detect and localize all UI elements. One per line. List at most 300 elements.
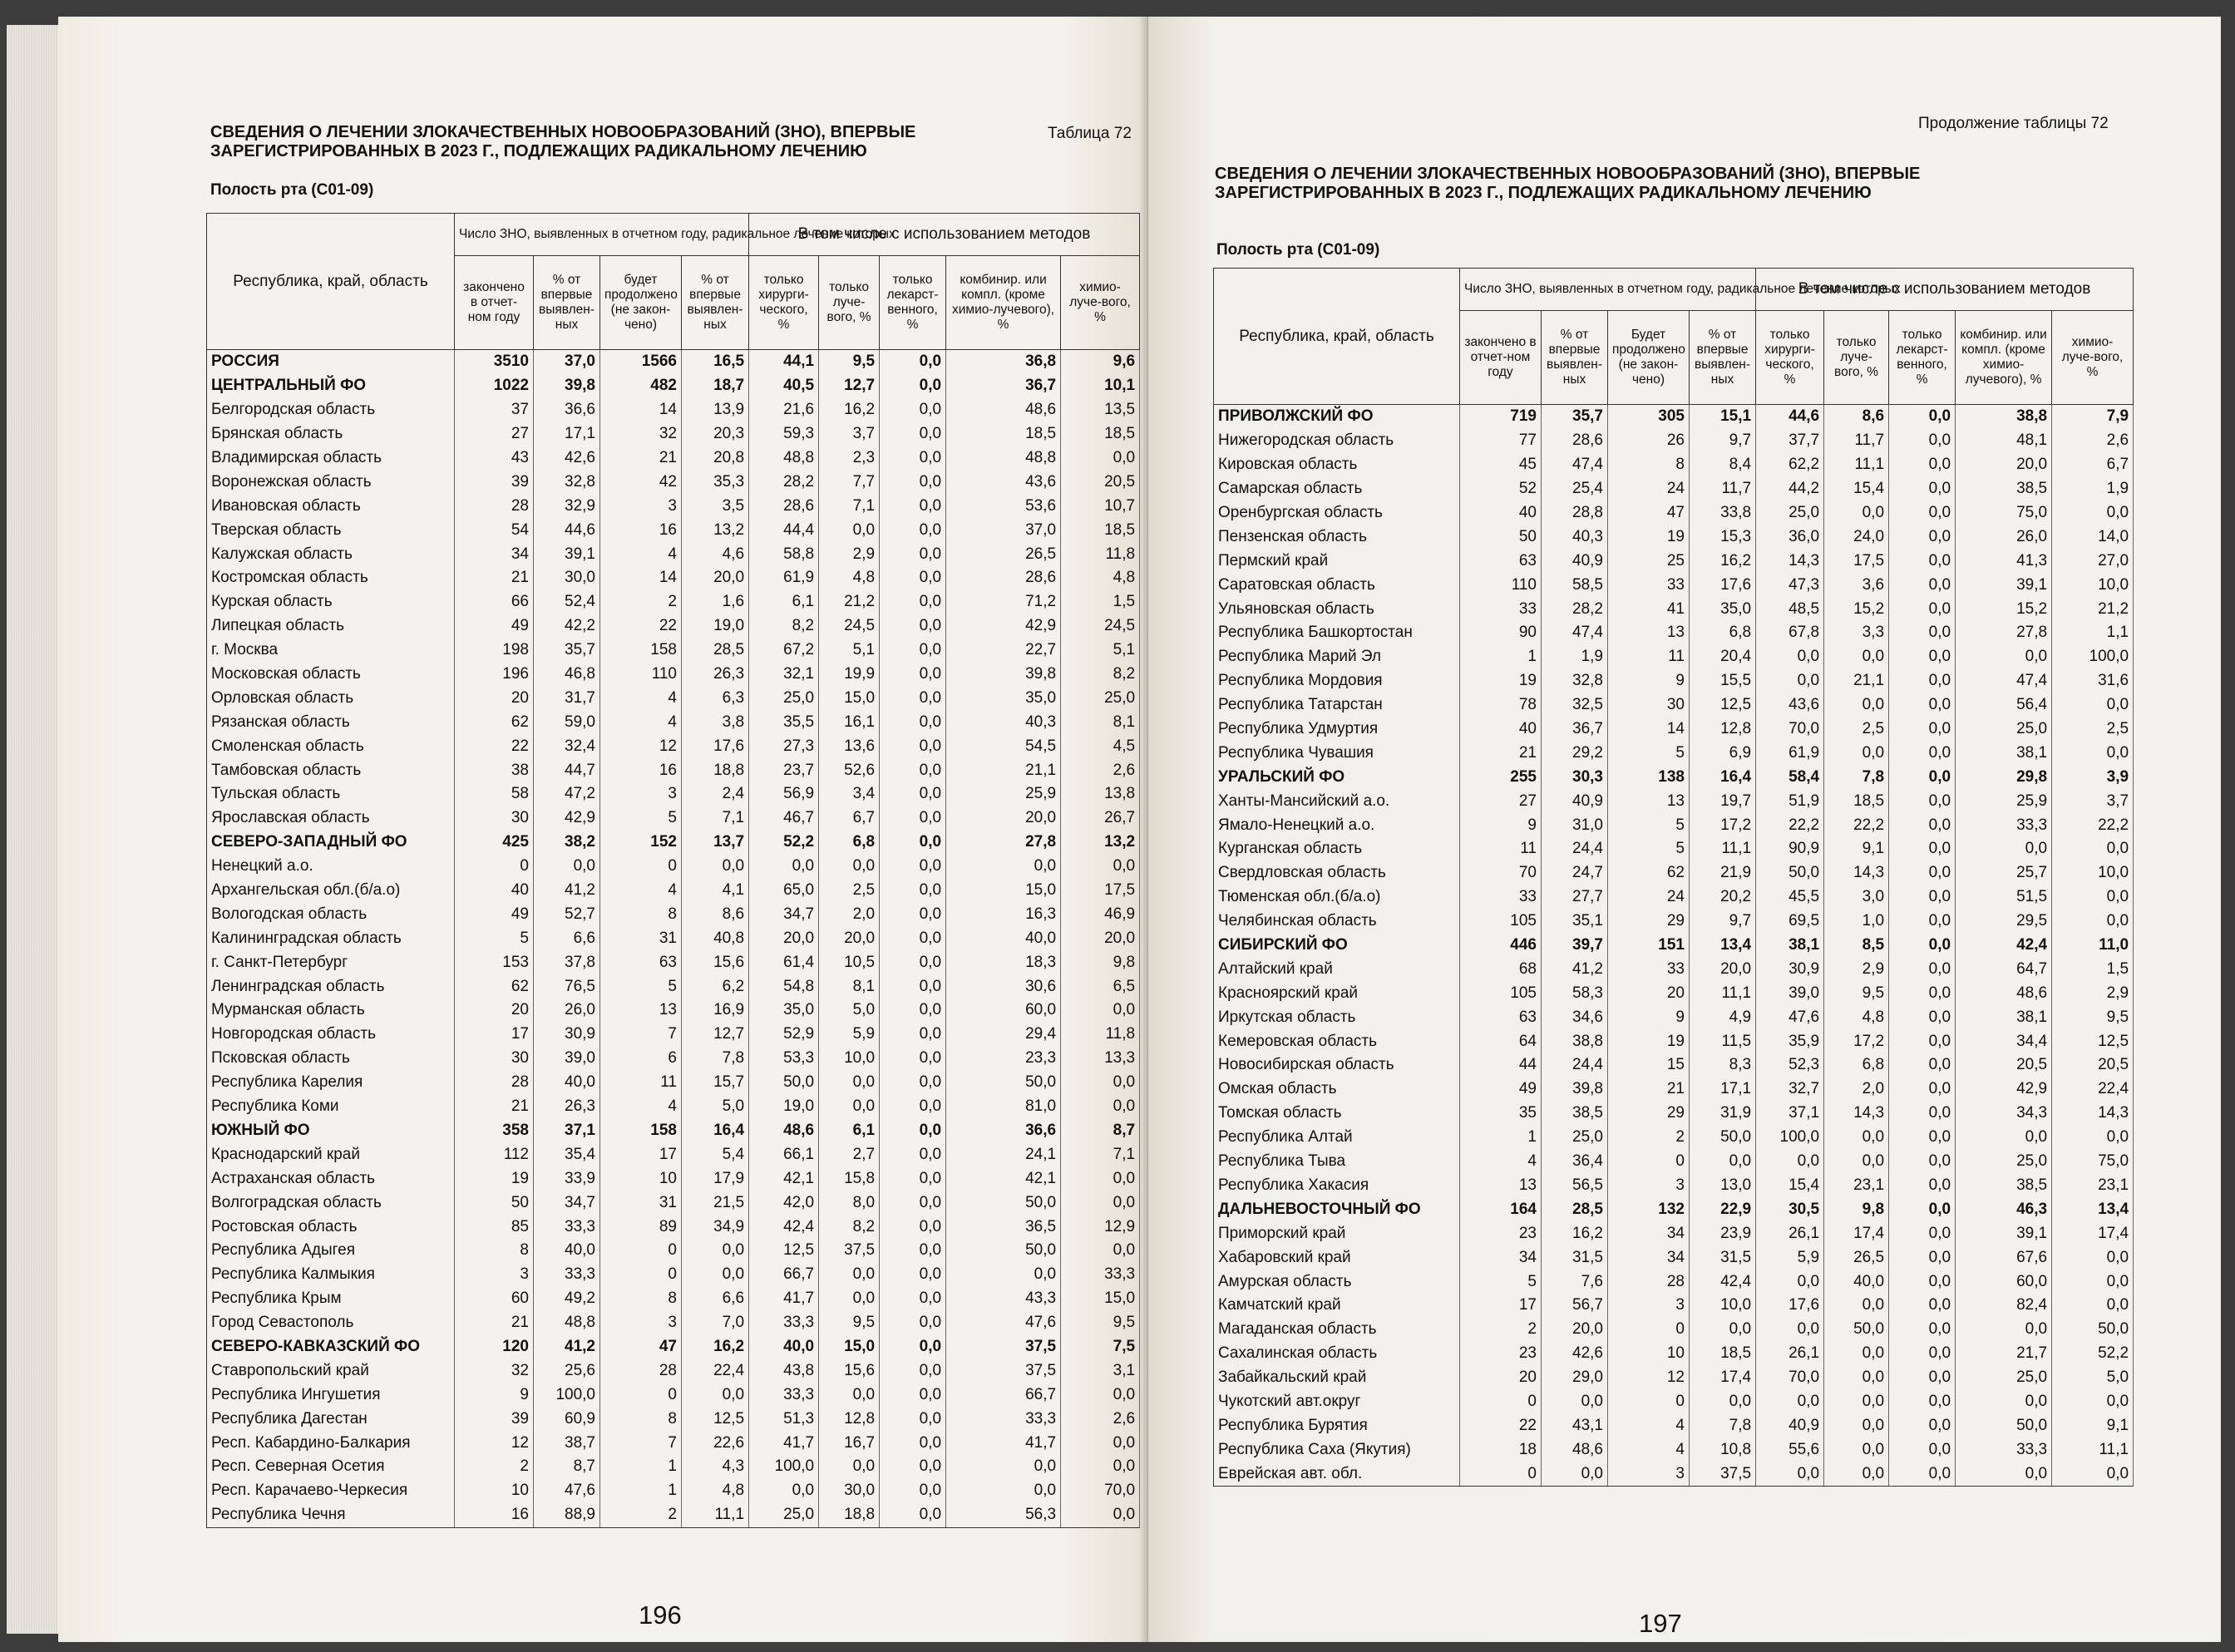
table-cell: 21,1 — [1824, 669, 1889, 693]
table-cell: 33,3 — [534, 1263, 600, 1287]
table-row — [207, 398, 1140, 422]
region-name: Республика Калмыкия — [207, 1263, 455, 1287]
table-cell: 60 — [455, 1287, 534, 1311]
table-cell: 20,0 — [1690, 957, 1756, 981]
table-cell: 0,0 — [946, 855, 1061, 879]
table-cell: 50,0 — [946, 1191, 1061, 1215]
table-cell: 30,6 — [946, 974, 1061, 999]
table-cell: 0,0 — [946, 1455, 1061, 1479]
table-cell: 61,9 — [749, 566, 819, 590]
column-header: только хирурги-ческого, % — [749, 256, 819, 350]
table-cell: 0,0 — [1956, 1318, 2052, 1342]
table-cell: 16,5 — [682, 350, 749, 374]
table-cell: 0,0 — [1956, 1462, 2052, 1486]
table-cell: 1 — [600, 1479, 682, 1503]
table-cell: 3,3 — [1824, 621, 1889, 645]
table-row — [207, 566, 1140, 590]
region-name: Приморский край — [1214, 1221, 1460, 1245]
region-name: Республика Коми — [207, 1095, 455, 1119]
table-cell: 46,9 — [1061, 902, 1140, 926]
table-cell: 21,2 — [819, 590, 880, 614]
left-page-number: 196 — [639, 1600, 682, 1630]
table-cell: 67,8 — [1756, 621, 1824, 645]
table-cell: 4,5 — [1061, 734, 1140, 758]
table-row — [1214, 477, 2134, 501]
table-cell: 0,0 — [880, 1359, 946, 1383]
table-cell: 6,8 — [819, 831, 880, 855]
table-cell: 7,8 — [1824, 765, 1889, 789]
table-row — [1214, 645, 2134, 669]
table-row — [1214, 693, 2134, 718]
region-name: Город Севастополь — [207, 1311, 455, 1335]
table-cell: 0,0 — [880, 470, 946, 494]
table-cell: 45,5 — [1756, 885, 1824, 910]
table-cell: 110 — [600, 663, 682, 687]
table-cell: 27 — [455, 422, 534, 446]
table-cell: 36,7 — [946, 374, 1061, 398]
table-cell: 0,0 — [1889, 1462, 1956, 1486]
table-cell: 28,2 — [749, 470, 819, 494]
region-name: Белгородская область — [207, 398, 455, 422]
column-header: будет продолжено (не закон-чено) — [600, 256, 682, 350]
table-cell: 42,0 — [749, 1191, 819, 1215]
table-cell: 3 — [600, 494, 682, 518]
table-cell: 9 — [1460, 813, 1542, 837]
table-cell: 0,0 — [1889, 813, 1956, 837]
table-cell: 37,5 — [946, 1335, 1061, 1359]
table-cell: 62 — [1608, 861, 1690, 885]
table-cell: 25,0 — [1061, 686, 1140, 710]
table-row — [1214, 1437, 2134, 1462]
table-cell: 39 — [455, 1407, 534, 1431]
table-cell: 39,1 — [1956, 573, 2052, 597]
table-cell: 2,0 — [819, 902, 880, 926]
table-cell: 15,7 — [682, 1071, 749, 1095]
table-row — [207, 999, 1140, 1023]
table-cell: 21,2 — [2052, 597, 2134, 621]
table-cell: 50 — [1460, 525, 1542, 549]
table-cell: 38,5 — [1956, 1174, 2052, 1198]
column-header: только лекарст-венного, % — [1889, 311, 1956, 405]
table-cell: 33,3 — [749, 1311, 819, 1335]
table-cell: 58 — [455, 782, 534, 806]
table-cell: 47 — [600, 1335, 682, 1359]
table-cell: 41 — [1608, 597, 1690, 621]
table-cell: 30,3 — [1542, 765, 1608, 789]
table-cell: 0,0 — [1889, 669, 1956, 693]
right-table-label: Продолжение таблицы 72 — [1918, 115, 2109, 132]
table-cell: 0,0 — [1061, 1191, 1140, 1215]
region-name: Тверская область — [207, 518, 455, 542]
table-cell: 0,0 — [1889, 1342, 1956, 1366]
table-cell: 9,5 — [819, 350, 880, 374]
table-cell: 0,0 — [880, 542, 946, 566]
table-cell: 1 — [1460, 1126, 1542, 1150]
table-cell: 110 — [1460, 573, 1542, 597]
table-cell: 82,4 — [1956, 1294, 2052, 1318]
table-cell: 0 — [600, 855, 682, 879]
table-cell: 0,0 — [1889, 405, 1956, 429]
region-name: Республика Адыгея — [207, 1239, 455, 1263]
table-cell: 8 — [600, 902, 682, 926]
table-cell: 43 — [455, 446, 534, 471]
table-cell: 43,8 — [749, 1359, 819, 1383]
table-cell: 8,2 — [819, 1215, 880, 1239]
table-cell: 20 — [455, 686, 534, 710]
table-cell: 0,0 — [880, 1047, 946, 1071]
table-cell: 120 — [455, 1335, 534, 1359]
table-cell: 2,6 — [1061, 758, 1140, 782]
table-cell: 75,0 — [2052, 1150, 2134, 1174]
table-cell: 20,0 — [1956, 453, 2052, 477]
table-cell: 34,7 — [534, 1191, 600, 1215]
region-name: Костромская область — [207, 566, 455, 590]
table-cell: 0,0 — [880, 518, 946, 542]
table-cell: 11 — [600, 1071, 682, 1095]
table-cell: 43,6 — [946, 470, 1061, 494]
table-cell: 17,5 — [1824, 549, 1889, 573]
table-cell: 11,1 — [682, 1503, 749, 1527]
table-cell: 30 — [1608, 693, 1690, 718]
table-cell: 15,0 — [946, 879, 1061, 903]
table-cell: 0 — [600, 1263, 682, 1287]
right-title-line1: СВЕДЕНИЯ О ЛЕЧЕНИИ ЗЛОКАЧЕСТВЕННЫХ НОВООБРАЗОВАНИЙ (ЗНО), ВПЕРВЫЕ — [1215, 165, 1921, 183]
left-data-table — [206, 213, 1140, 1528]
table-cell: 2,0 — [1824, 1077, 1889, 1102]
table-cell: 28 — [1608, 1270, 1690, 1294]
region-name: УРАЛЬСКИЙ ФО — [1214, 765, 1460, 789]
table-cell: 78 — [1460, 693, 1542, 718]
table-cell: 18,5 — [1824, 789, 1889, 813]
table-cell: 44,2 — [1756, 477, 1824, 501]
table-cell: 62 — [455, 710, 534, 734]
table-cell: 17 — [455, 1023, 534, 1047]
table-cell: 28 — [455, 1071, 534, 1095]
table-cell: 0,0 — [880, 974, 946, 999]
table-cell: 38,1 — [1956, 741, 2052, 765]
table-cell: 20,0 — [819, 926, 880, 950]
table-cell: 0,0 — [1061, 1455, 1140, 1479]
table-cell: 0,0 — [1889, 693, 1956, 718]
table-cell: 22,4 — [682, 1359, 749, 1383]
column-header: химио-луче-вого, % — [2052, 311, 2134, 405]
table-cell: 5 — [1608, 837, 1690, 861]
table-cell: 17 — [1460, 1294, 1542, 1318]
column-header: только луче-вого, % — [1824, 311, 1889, 405]
table-cell: 38 — [455, 758, 534, 782]
table-cell: 19 — [455, 1166, 534, 1191]
table-cell: 10,0 — [1690, 1294, 1756, 1318]
table-cell: 36,7 — [1542, 718, 1608, 742]
table-cell: 9,5 — [819, 1311, 880, 1335]
table-cell: 21,1 — [946, 758, 1061, 782]
table-cell: 2 — [600, 590, 682, 614]
table-cell: 43,6 — [1756, 693, 1824, 718]
table-row — [207, 374, 1140, 398]
region-name: Тюменская обл.(б/а.о) — [1214, 885, 1460, 910]
table-cell: 0,0 — [1889, 957, 1956, 981]
table-cell: 16,3 — [946, 902, 1061, 926]
table-cell: 53,3 — [749, 1047, 819, 1071]
table-cell: 3 — [600, 1311, 682, 1335]
table-cell: 0,0 — [1756, 1150, 1824, 1174]
table-cell: 7,5 — [1061, 1335, 1140, 1359]
table-cell: 42,1 — [749, 1166, 819, 1191]
table-cell: 3,9 — [2052, 765, 2134, 789]
table-cell: 48,6 — [946, 398, 1061, 422]
table-cell: 12,7 — [682, 1023, 749, 1047]
table-cell: 0,0 — [1889, 1294, 1956, 1318]
table-cell: 24,4 — [1542, 1053, 1608, 1077]
region-name: Брянская область — [207, 422, 455, 446]
table-cell: 36,4 — [1542, 1150, 1608, 1174]
table-cell: 8,6 — [682, 902, 749, 926]
table-cell: 50,0 — [2052, 1318, 2134, 1342]
table-cell: 0,0 — [1889, 429, 1956, 453]
table-cell: 34,7 — [749, 902, 819, 926]
table-cell: 33 — [1608, 957, 1690, 981]
right-subtitle: Полость рта (С01-09) — [1216, 241, 1380, 259]
table-cell: 58,3 — [1542, 981, 1608, 1005]
region-name: Ленинградская область — [207, 974, 455, 999]
table-cell: 9,5 — [1061, 1311, 1140, 1335]
table-cell: 28,6 — [749, 494, 819, 518]
region-name: Еврейская авт. обл. — [1214, 1462, 1460, 1486]
table-cell: 0,0 — [1889, 645, 1956, 669]
table-row — [207, 1191, 1140, 1215]
table-cell: 42,9 — [1956, 1077, 2052, 1102]
table-cell: 26 — [1608, 429, 1690, 453]
table-cell: 0,0 — [880, 831, 946, 855]
region-name: Пензенская область — [1214, 525, 1460, 549]
table-cell: 31,7 — [534, 686, 600, 710]
table-cell: 58,5 — [1542, 573, 1608, 597]
table-cell: 6,8 — [1690, 621, 1756, 645]
table-cell: 0,0 — [1061, 1431, 1140, 1455]
table-cell: 25,9 — [1956, 789, 2052, 813]
column-header: только луче-вого, % — [819, 256, 880, 350]
table-cell: 2,5 — [1824, 718, 1889, 742]
table-cell: 9,7 — [1690, 910, 1756, 934]
table-cell: 40 — [1460, 501, 1542, 525]
table-cell: 13,8 — [1061, 782, 1140, 806]
table-cell: 0,0 — [1690, 1150, 1756, 1174]
table-cell: 9,1 — [1824, 837, 1889, 861]
table-cell: 100,0 — [749, 1455, 819, 1479]
table-cell: 22 — [600, 614, 682, 639]
table-cell: 0,0 — [880, 590, 946, 614]
table-cell: 0,0 — [1824, 501, 1889, 525]
table-cell: 18,5 — [1061, 518, 1140, 542]
table-row — [207, 879, 1140, 903]
table-cell: 25,0 — [1956, 1150, 2052, 1174]
table-cell: 20 — [1460, 1366, 1542, 1390]
region-name: РОССИЯ — [207, 350, 455, 374]
table-cell: 29,5 — [1956, 910, 2052, 934]
table-cell: 10,0 — [2052, 573, 2134, 597]
region-name: Республика Башкортостан — [1214, 621, 1460, 645]
table-cell: 52,9 — [749, 1023, 819, 1047]
table-cell: 32,1 — [749, 663, 819, 687]
table-cell: 7,8 — [1690, 1413, 1756, 1437]
table-cell: 4 — [600, 710, 682, 734]
table-cell: 0 — [1460, 1462, 1542, 1486]
table-cell: 5 — [600, 974, 682, 999]
table-cell: 13,3 — [1061, 1047, 1140, 1071]
table-cell: 38,7 — [534, 1431, 600, 1455]
table-cell: 3,4 — [819, 782, 880, 806]
table-cell: 35,1 — [1542, 910, 1608, 934]
table-cell: 33 — [1460, 597, 1542, 621]
table-cell: 28,5 — [1542, 1197, 1608, 1221]
table-cell: 0,0 — [2052, 741, 2134, 765]
table-cell: 0,0 — [1889, 1318, 1956, 1342]
table-cell: 0,0 — [1889, 477, 1956, 501]
table-cell: 15,2 — [1824, 597, 1889, 621]
table-cell: 22,7 — [946, 639, 1061, 663]
table-cell: 26,5 — [946, 542, 1061, 566]
region-name: Чукотский авт.округ — [1214, 1390, 1460, 1414]
table-cell: 0,0 — [1824, 693, 1889, 718]
table-cell: 42,9 — [534, 806, 600, 831]
table-cell: 41,2 — [1542, 957, 1608, 981]
table-cell: 0,0 — [880, 1311, 946, 1335]
table-cell: 40 — [455, 879, 534, 903]
table-cell: 6,1 — [819, 1119, 880, 1143]
table-cell: 0,0 — [1956, 837, 2052, 861]
table-cell: 16,1 — [819, 710, 880, 734]
table-cell: 43,1 — [1542, 1413, 1608, 1437]
table-cell: 0,0 — [1889, 1366, 1956, 1390]
table-cell: 24,0 — [1824, 525, 1889, 549]
table-cell: 49,2 — [534, 1287, 600, 1311]
table-cell: 23,9 — [1690, 1221, 1756, 1245]
table-cell: 8,4 — [1690, 453, 1756, 477]
table-cell: 33,3 — [1061, 1263, 1140, 1287]
table-cell: 15,4 — [1824, 477, 1889, 501]
table-cell: 26,1 — [1756, 1221, 1824, 1245]
region-name: Ставропольский край — [207, 1359, 455, 1383]
table-cell: 13,5 — [1061, 398, 1140, 422]
table-row — [207, 902, 1140, 926]
table-cell: 7,0 — [682, 1311, 749, 1335]
table-cell: 5 — [600, 806, 682, 831]
left-title — [210, 123, 915, 161]
table-cell: 77 — [1460, 429, 1542, 453]
table-cell: 0,0 — [1889, 1270, 1956, 1294]
table-cell: 2,7 — [819, 1142, 880, 1166]
table-cell: 50,0 — [946, 1239, 1061, 1263]
table-cell: 29,4 — [946, 1023, 1061, 1047]
table-cell: 14,3 — [2052, 1102, 2134, 1126]
table-cell: 0,0 — [1542, 1462, 1608, 1486]
table-cell: 39,0 — [534, 1047, 600, 1071]
table-cell: 64 — [1460, 1029, 1542, 1053]
region-name: Новосибирская область — [1214, 1053, 1460, 1077]
table-cell: 10,1 — [1061, 374, 1140, 398]
table-cell: 66,7 — [946, 1383, 1061, 1407]
table-cell: 0,0 — [880, 639, 946, 663]
table-cell: 44,1 — [749, 350, 819, 374]
table-cell: 16,4 — [682, 1119, 749, 1143]
table-row — [207, 1047, 1140, 1071]
table-cell: 58,8 — [749, 542, 819, 566]
column-header: % от впервые выявлен-ных — [1542, 311, 1608, 405]
table-cell: 29,0 — [1542, 1366, 1608, 1390]
table-cell: 35,0 — [1690, 597, 1756, 621]
table-cell: 21 — [455, 566, 534, 590]
region-name: Смоленская область — [207, 734, 455, 758]
table-row — [1214, 597, 2134, 621]
table-cell: 10,0 — [819, 1047, 880, 1071]
table-cell: 8,0 — [819, 1191, 880, 1215]
table-cell: 0,0 — [1889, 597, 1956, 621]
table-cell: 13,4 — [2052, 1197, 2134, 1221]
table-cell: 0,0 — [1889, 861, 1956, 885]
region-name: СЕВЕРО-КАВКАЗСКИЙ ФО — [207, 1335, 455, 1359]
table-cell: 0,0 — [1889, 1077, 1956, 1102]
table-cell: 0,0 — [1889, 765, 1956, 789]
region-name: Калининградская область — [207, 926, 455, 950]
table-cell: 0,0 — [880, 855, 946, 879]
table-cell: 3,8 — [682, 710, 749, 734]
table-cell: 5,9 — [819, 1023, 880, 1047]
table-cell: 425 — [455, 831, 534, 855]
table-cell: 28,8 — [1542, 501, 1608, 525]
table-row — [207, 1503, 1140, 1527]
table-cell: 28,6 — [946, 566, 1061, 590]
table-row — [1214, 837, 2134, 861]
table-cell: 1,0 — [1824, 910, 1889, 934]
table-cell: 6,7 — [2052, 453, 2134, 477]
table-cell: 0,0 — [1061, 1239, 1140, 1263]
table-cell: 23,7 — [749, 758, 819, 782]
table-row — [207, 782, 1140, 806]
table-cell: 11,7 — [1690, 477, 1756, 501]
region-name: Республика Тыва — [1214, 1150, 1460, 1174]
table-cell: 4,6 — [682, 542, 749, 566]
table-cell: 28,2 — [1542, 597, 1608, 621]
table-cell: 2,9 — [819, 542, 880, 566]
column-header: % от впервые выявлен-ных — [682, 256, 749, 350]
table-cell: 33 — [1460, 885, 1542, 910]
table-row — [207, 422, 1140, 446]
table-cell: 3 — [1608, 1174, 1690, 1198]
table-cell: 0,0 — [1824, 645, 1889, 669]
table-row — [1214, 1150, 2134, 1174]
table-row — [1214, 1245, 2134, 1270]
table-row — [1214, 1005, 2134, 1029]
table-cell: 39,7 — [1542, 934, 1608, 958]
table-cell: 3,7 — [819, 422, 880, 446]
table-cell: 17,2 — [1690, 813, 1756, 837]
table-cell: 8,1 — [819, 974, 880, 999]
table-row — [207, 1239, 1140, 1263]
table-cell: 23,1 — [1824, 1174, 1889, 1198]
table-cell: 54 — [455, 518, 534, 542]
table-row — [207, 950, 1140, 974]
table-cell: 38,1 — [1756, 934, 1824, 958]
table-cell: 4 — [600, 1095, 682, 1119]
table-cell: 37,0 — [534, 350, 600, 374]
region-name: Республика Хакасия — [1214, 1174, 1460, 1198]
table-row — [1214, 741, 2134, 765]
table-cell: 16,9 — [682, 999, 749, 1023]
table-cell: 2 — [455, 1455, 534, 1479]
table-cell: 0,0 — [1889, 621, 1956, 645]
table-row — [207, 518, 1140, 542]
region-name: Липецкая область — [207, 614, 455, 639]
